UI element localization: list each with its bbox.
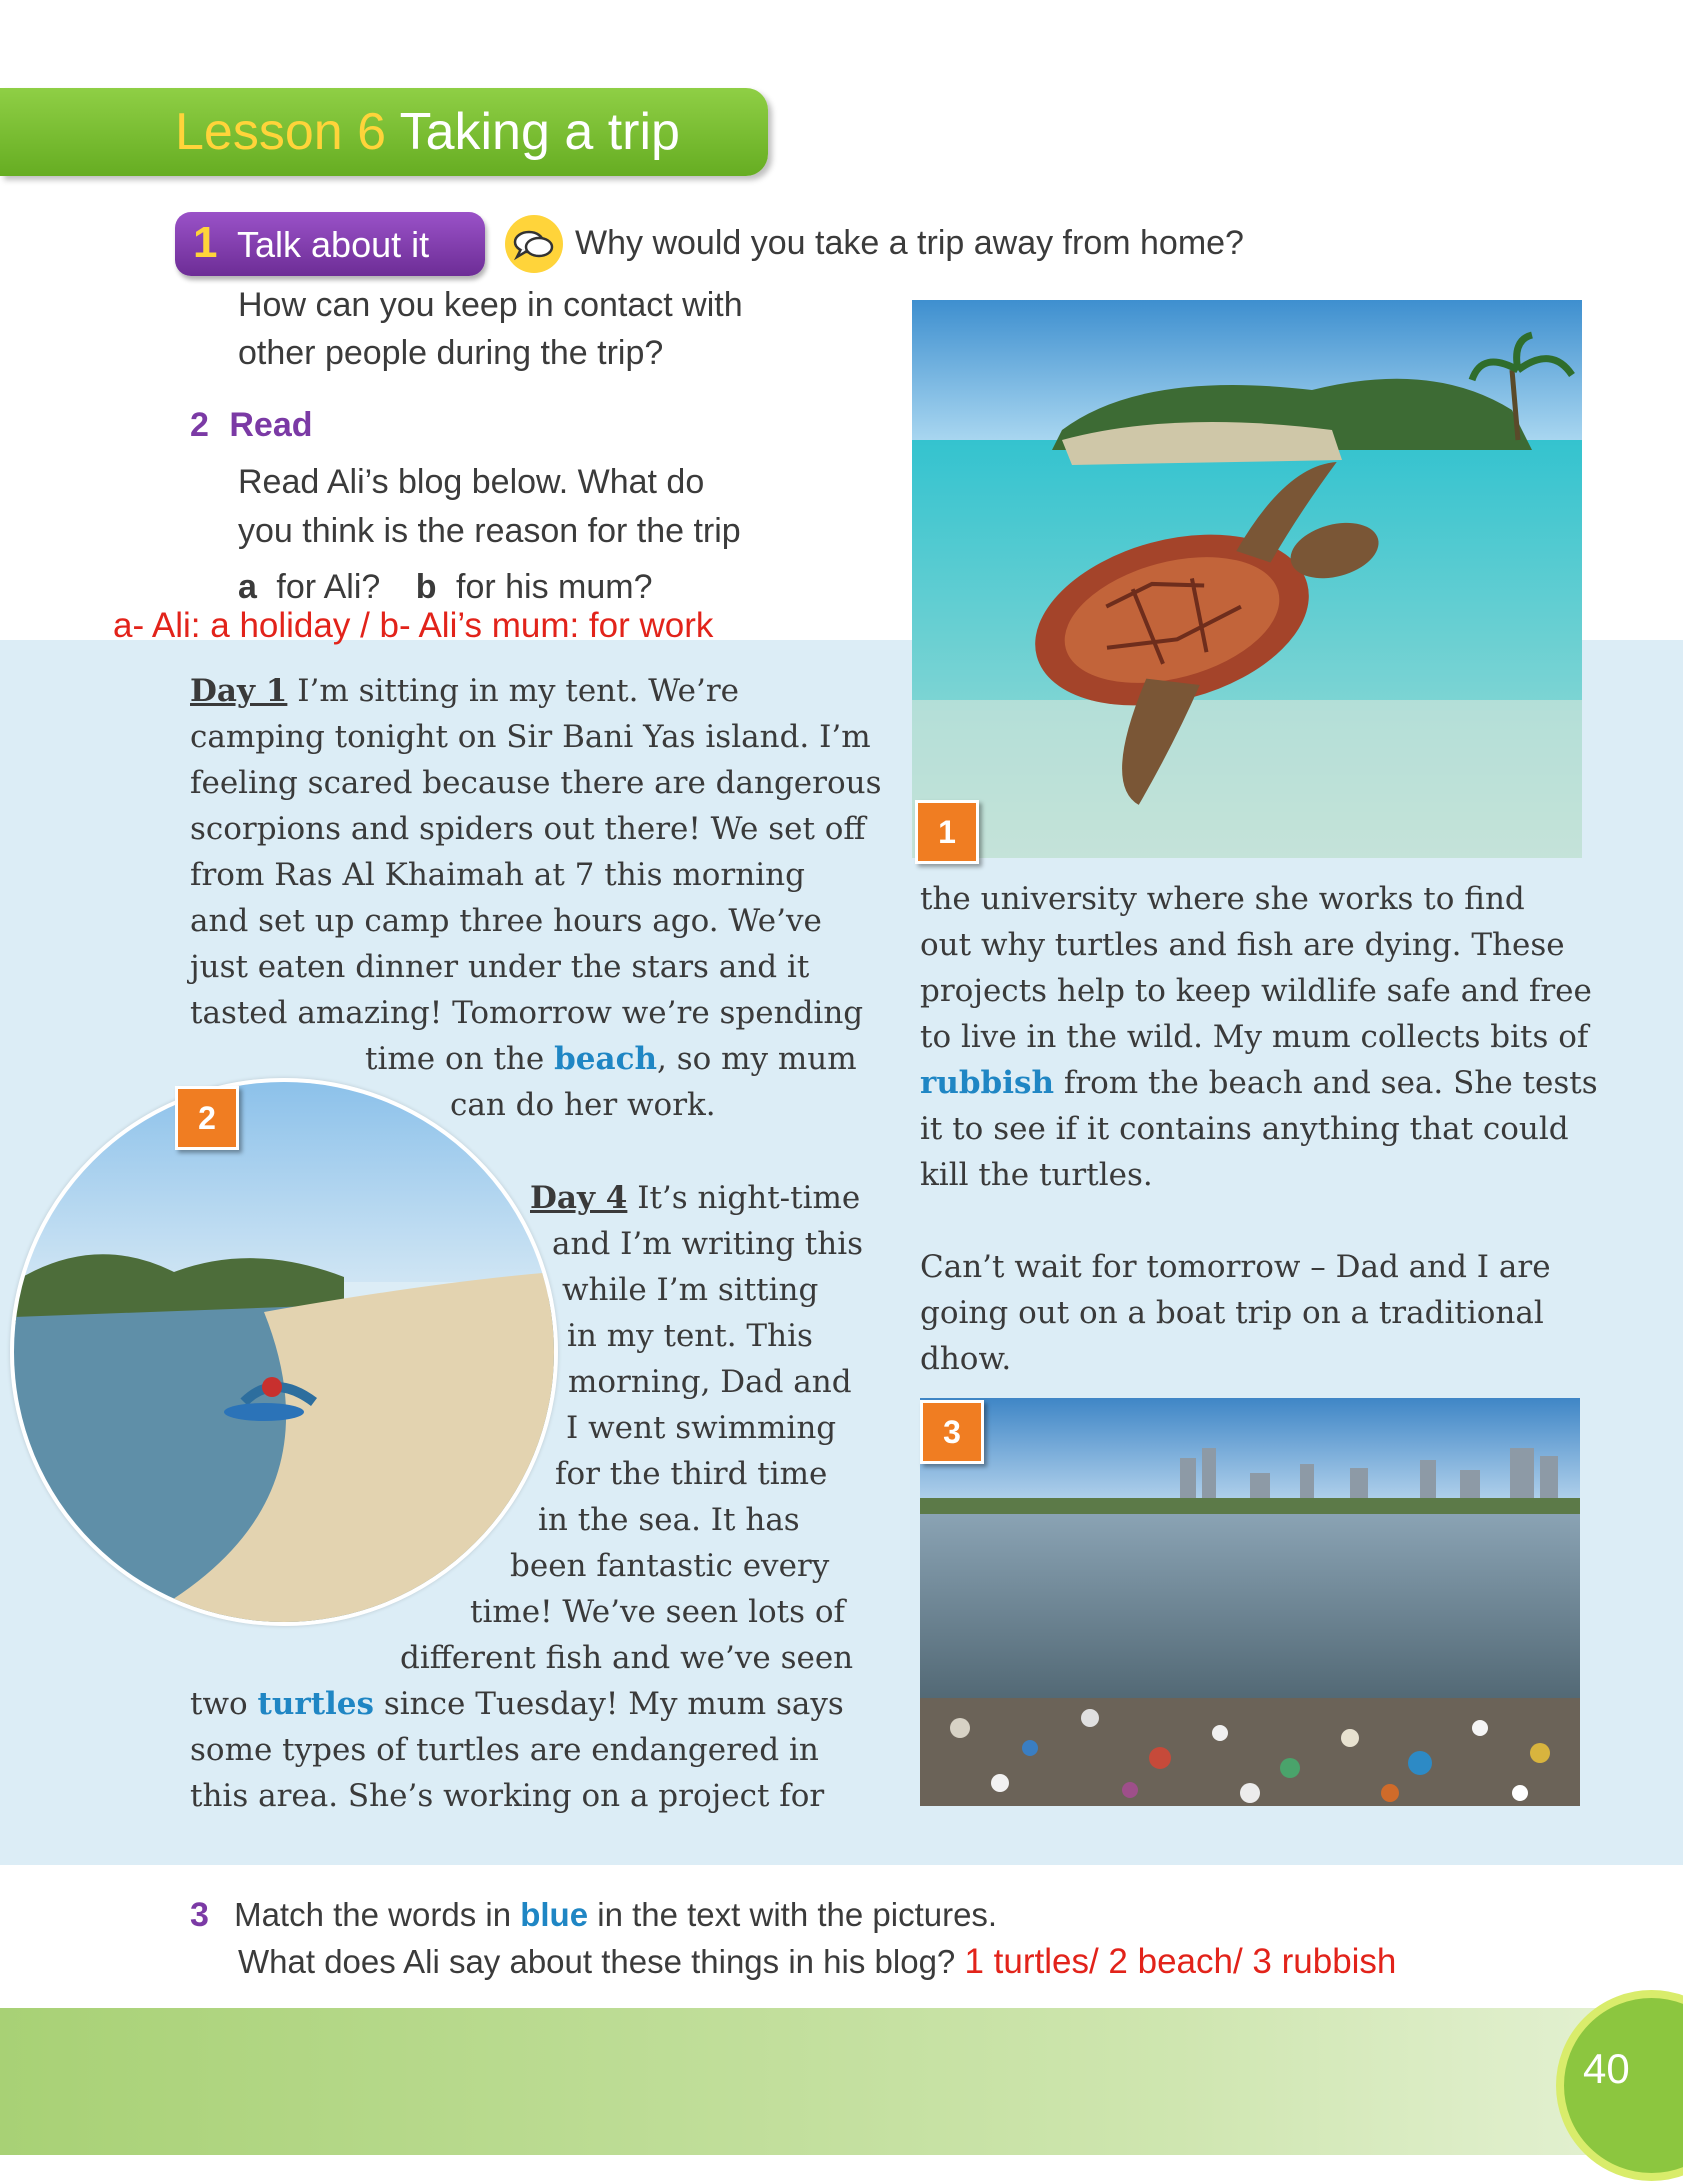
blog-line: going out on a boat trip on a traditional [920,1295,1544,1331]
talk-about-it-label [175,212,485,276]
blog-line: and set up camp three hours ago. We’ve [190,903,822,939]
blog-line: this area. She’s working on a project for [190,1778,825,1814]
blog-line: projects help to keep wildlife safe and free [920,973,1592,1009]
blog-line: Can’t wait for tomorrow – Dad and I are [920,1249,1551,1285]
read-question-options [238,568,653,607]
photo-number-badge: 3 [920,1400,984,1464]
blog-line: dhow. [920,1341,1012,1377]
blog-line: I went swimming [566,1410,837,1446]
blog-line [190,1681,844,1727]
exercise-text: Match the words in [234,1896,521,1933]
section-number: 3 [190,1896,209,1934]
blog-line: it to see if it contains anything that could [920,1111,1569,1147]
blog-text: I’m sitting in my tent. We’re [287,673,740,709]
section-title: Talk about it [237,224,430,265]
read-instruction-line-1: Read Ali’s blog below. What do [238,463,705,501]
blog-line: kill the turtles. [920,1157,1153,1193]
discussion-question-2-line-2: other people during the trip? [238,334,664,372]
lesson-number: Lesson 6 [175,103,387,161]
blog-line: different fish and we’ve seen [400,1640,854,1676]
lesson-banner [0,88,768,176]
lesson-title: Taking a trip [399,103,680,161]
blog-line: scorpions and spiders out there! We set off [190,811,866,847]
blog-line: some types of turtles are endangered in [190,1732,819,1768]
day-4-label: Day 4 [530,1180,628,1216]
blog-line: can do her work. [450,1087,716,1123]
blog-line: just eaten dinner under the stars and it [190,949,810,985]
page-footer [0,2008,1683,2155]
blog-line [530,1175,860,1221]
blog-line: for the third time [555,1456,828,1492]
option-b-text: for his mum? [456,568,653,606]
option-a-text: for Ali? [276,568,381,606]
exercise-3-line-2 [238,1942,1396,1982]
blog-text: since Tuesday! My mum says [373,1686,844,1722]
section-number: 2 [190,406,209,444]
rubbish-photo [920,1398,1580,1806]
blog-line: in the sea. It has [538,1502,800,1538]
blog-line [365,1036,857,1082]
discussion-question-1: Why would you take a trip away from home? [575,224,1244,262]
blog-line: feeling scared because there are dangerous [190,765,882,801]
turtle-photo [912,300,1582,858]
blog-text: from the beach and sea. She tests [1054,1065,1598,1101]
discussion-question-2-line-1: How can you keep in contact with [238,286,743,324]
section-title: Read [229,406,313,444]
blog-line: tasted amazing! Tomorrow we’re spending [190,995,864,1031]
blog-text: , so my mum [656,1041,857,1077]
read-heading [190,406,313,445]
blog-line: from Ras Al Khaimah at 7 this morning [190,857,805,893]
read-instruction-line-2: you think is the reason for the trip [238,512,741,550]
blue-word-beach: beach [554,1041,657,1077]
section-number: 1 [193,218,218,267]
lesson-heading [175,102,680,162]
blog-line: out why turtles and fish are dying. These [920,927,1565,963]
exercise-text: in the text with the pictures. [588,1896,998,1933]
exercise-3-answer: 1 turtles/ 2 beach/ 3 rubbish [964,1942,1397,1981]
option-b-label: b [415,568,437,606]
blog-line [190,668,739,714]
blue-word: blue [520,1896,589,1933]
option-a-label: a [238,568,257,606]
blue-word-turtles: turtles [257,1686,374,1722]
blog-line: in my tent. This [567,1318,813,1354]
blog-line: camping tonight on Sir Bani Yas island. I’m [190,719,871,755]
exercise-3-line-1 [190,1896,997,1935]
blog-text: time on the [365,1041,555,1077]
blog-line: morning, Dad and [568,1364,852,1400]
beach-photo [10,1078,558,1626]
blog-text: It’s night-time [627,1180,861,1216]
blog-text: two [190,1686,258,1722]
page-number: 40 [1583,2045,1630,2092]
blog-line: to live in the wild. My mum collects bits of [920,1019,1589,1055]
blog-line: and I’m writing this [552,1226,864,1262]
speech-bubbles-icon [505,215,563,273]
blue-word-rubbish: rubbish [920,1065,1054,1101]
blog-line: been fantastic every [510,1548,830,1584]
blog-line: time! We’ve seen lots of [470,1594,846,1630]
read-answer: a- Ali: a holiday / b- Ali’s mum: for work [113,606,714,645]
blog-line: the university where she works to find [920,881,1525,917]
day-1-label: Day 1 [190,673,288,709]
photo-number-badge: 1 [915,800,979,864]
blog-line: while I’m sitting [562,1272,819,1308]
blog-line [920,1060,1598,1106]
exercise-text: What does Ali say about these things in his blog? [238,1943,956,1980]
photo-number-badge: 2 [175,1086,239,1150]
